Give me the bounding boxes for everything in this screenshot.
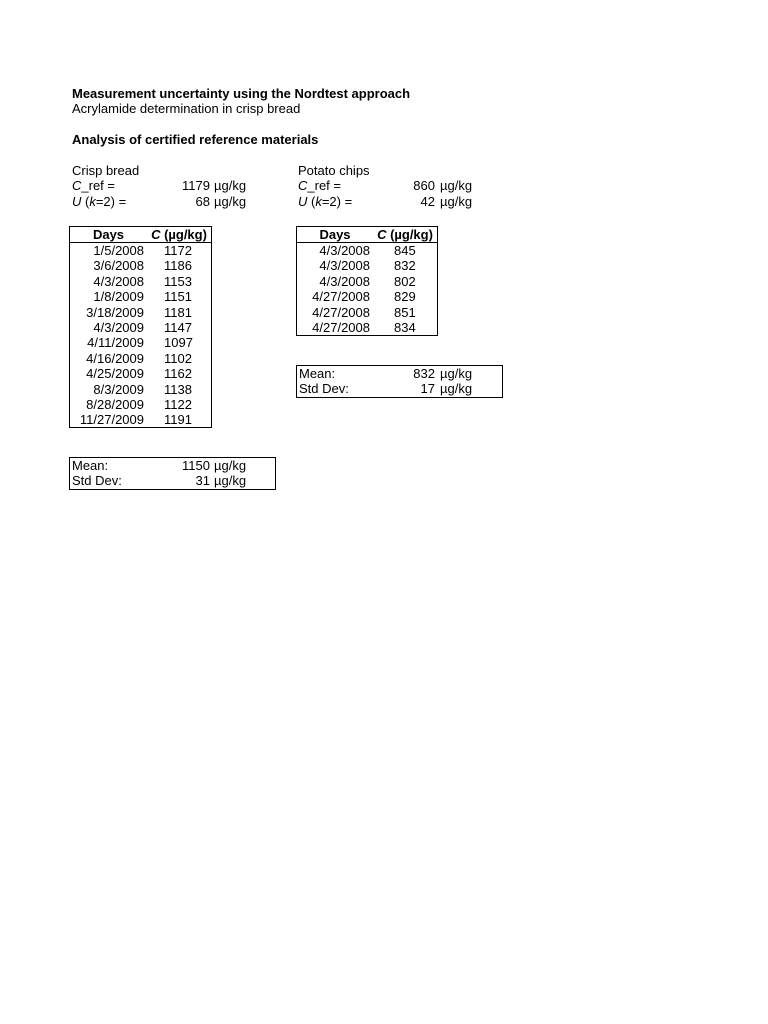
table-cell-date: 4/3/2008 (319, 258, 370, 274)
potato-chips-mean-label: Mean: (299, 366, 336, 381)
crisp-bread-mean-unit: µg/kg (214, 458, 247, 473)
table-cell-date: 11/27/2009 (79, 412, 144, 428)
table-cell-value: 1147 (164, 320, 192, 335)
crisp-bread-days-header: Days (92, 227, 125, 242)
table-cell-date: 4/3/2008 (319, 273, 370, 289)
potato-chips-cref-value: 860 (413, 178, 435, 193)
table-cell-value: 802 (394, 273, 416, 289)
crisp-bread-u-value: 68 (195, 194, 210, 209)
table-cell-value: 1097 (164, 335, 193, 351)
crisp-bread-sd-value: 31 (195, 473, 210, 488)
table-cell-value: 834 (394, 320, 416, 335)
potato-chips-cref-unit: µg/kg (440, 178, 473, 193)
table-cell-date: 4/11/2009 (87, 335, 144, 351)
crisp-bread-label: Crisp bread (72, 163, 140, 178)
crisp-bread-cref-label: C_ref = (72, 178, 115, 193)
potato-chips-stats (296, 365, 503, 398)
table-cell-value: 1191 (164, 412, 192, 428)
table-cell-date: 4/27/2008 (312, 320, 370, 335)
page-subtitle: Acrylamide determination in crisp bread (72, 101, 301, 116)
potato-chips-mean-value: 832 (413, 366, 435, 381)
potato-chips-sd-unit: µg/kg (440, 381, 473, 396)
potato-chips-u-unit: µg/kg (440, 194, 473, 209)
table-cell-value: 1162 (164, 366, 192, 382)
table-cell-value: 851 (394, 304, 416, 320)
potato-chips-u-label: U (k=2) = (298, 194, 353, 209)
table-cell-date: 4/27/2008 (312, 304, 370, 320)
table-cell-date: 3/18/2009 (86, 304, 144, 320)
table-cell-value: 1153 (164, 273, 192, 289)
crisp-bread-cref-value: 1179 (182, 178, 210, 193)
potato-chips-table (296, 226, 438, 336)
table-cell-date: 4/27/2008 (312, 289, 370, 305)
crisp-bread-sd-label: Std Dev: (72, 473, 122, 488)
table-cell-date: 3/6/2008 (93, 258, 144, 274)
page-title: Measurement uncertainty using the Nordtest approach (72, 86, 411, 101)
potato-chips-mean-unit: µg/kg (440, 366, 473, 381)
table-cell-value: 829 (394, 289, 416, 305)
potato-chips-u-value: 42 (420, 194, 435, 209)
crisp-bread-mean-label: Mean: (72, 458, 109, 473)
table-cell-date: 4/3/2008 (93, 273, 144, 289)
table-cell-date: 4/25/2009 (86, 366, 144, 382)
crisp-bread-u-label: U (k=2) = (72, 194, 127, 209)
table-cell-date: 8/28/2009 (86, 397, 144, 412)
potato-chips-concentration-header: C (µg/kg) (377, 227, 433, 242)
crisp-bread-u-unit: µg/kg (214, 194, 247, 209)
table-cell-date: 4/16/2009 (86, 350, 144, 366)
table-cell-value: 1102 (164, 350, 192, 366)
table-cell-value: 1138 (164, 381, 192, 397)
crisp-bread-sd-unit: µg/kg (214, 473, 247, 488)
table-cell-value: 1122 (164, 397, 192, 412)
potato-chips-sd-label: Std Dev: (299, 381, 349, 396)
table-cell-date: 8/3/2009 (93, 381, 144, 397)
section-heading: Analysis of certified reference materials (72, 132, 319, 147)
table-cell-value: 1181 (164, 304, 192, 320)
table-cell-date: 1/8/2009 (93, 289, 144, 305)
potato-chips-label: Potato chips (298, 163, 370, 178)
table-cell-value: 1151 (164, 289, 192, 305)
table-cell-value: 1172 (164, 243, 192, 258)
potato-chips-cref-label: C_ref = (298, 178, 341, 193)
table-cell-value: 832 (394, 258, 416, 274)
crisp-bread-table (69, 226, 212, 428)
table-cell-value: 845 (394, 243, 416, 258)
potato-chips-days-header: Days (319, 227, 351, 242)
table-cell-date: 1/5/2008 (93, 243, 144, 258)
table-cell-value: 1186 (164, 258, 192, 274)
crisp-bread-mean-value: 1150 (182, 458, 210, 473)
potato-chips-sd-value: 17 (420, 381, 435, 396)
crisp-bread-cref-unit: µg/kg (214, 178, 247, 193)
crisp-bread-stats (69, 457, 276, 490)
table-cell-date: 4/3/2008 (319, 243, 370, 258)
table-cell-date: 4/3/2009 (93, 320, 144, 335)
crisp-bread-concentration-header: C (µg/kg) (151, 227, 207, 242)
